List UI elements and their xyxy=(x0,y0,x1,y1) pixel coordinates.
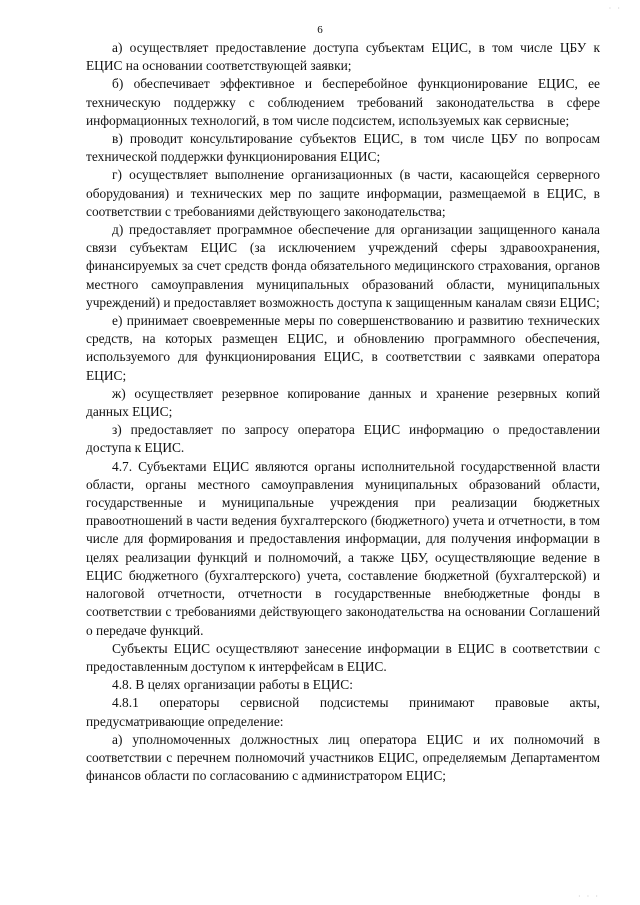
page-number: 6 xyxy=(317,24,323,36)
paragraph-4-8-heading: 4.8. В целях организации работы в ЕЦИС: xyxy=(112,677,353,693)
paragraph-subjects-entry: Субъекты ЕЦИС осуществляют занесение информации в ЕЦИС в соответствии с предоставленным доступом к интерфейсам в ЕЦИС. xyxy=(86,640,600,674)
scan-specks-bottom: · · · xyxy=(578,892,600,901)
scan-specks-top: · · xyxy=(608,4,622,13)
paragraph-d-software: д) предоставляет программное обеспечение для организации защищенного канала связи субъектам ЕЦИС (за исключением учреждений сферы здравоохранения, финансируемых за счет средств фонда обязательного медицинского страхования, органов местного самоуправления муниципальных образований области, муниципальных учреждений) и предоставляет возможность доступа к защищенным каналам связи ЕЦИС; xyxy=(86,222,600,310)
paragraph-4-8-1-operators: 4.8.1 операторы сервисной подсистемы принимают правовые акты, предусматривающие определение: xyxy=(86,695,600,729)
document-body xyxy=(86,39,600,785)
paragraph-e-improvement: е) принимает своевременные меры по совершенствованию и развитию технических средств, на которых размещен ЕЦИС, и обновлению программного обеспечения, используемого для функционирования ЕЦИС, в соответствии с заявками оператора ЕЦИС; xyxy=(86,313,600,383)
paragraph-4-7-subjects: 4.7. Субъектами ЕЦИС являются органы исполнительной государственной власти области, органы местного самоуправления муниципальных образований области, государственные и муниципальные учреждения при реализации бюджетных правоотношений в части ведения бухгалтерского (бюджетного) учета и отчетности, в том числе для формирования и предоставления информации, для получения информации в целях реализации функций и полномочий, а также ЦБУ, осуществляющие ведение в ЕЦИС бюджетного (бухгалтерского) учета, составление бюджетной (бухгалтерской) и налоговой отчетности, отчетности в государственные внебюджетные фонды в соответствии с требованиями действующего законодательства на основании Соглашений о передаче функций. xyxy=(86,458,600,638)
paragraph-a-access: а) осуществляет предоставление доступа субъектам ЕЦИС, в том числе ЦБУ к ЕЦИС на основании соответствующей заявки; xyxy=(86,40,600,74)
paragraph-v-consulting: в) проводит консультирование субъектов ЕЦИС, в том числе ЦБУ по вопросам технической поддержки функционирования ЕЦИС; xyxy=(86,131,600,165)
paragraph-g-protection: г) осуществляет выполнение организационных (в части, касающейся серверного оборудования) и технических мер по защите информации, размещаемой в ЕЦИС, в соответствии с требованиями действующего законодательства; xyxy=(86,167,600,219)
paragraph-z-information: з) предоставляет по запросу оператора ЕЦИС информацию о предоставлении доступа к ЕЦИС. xyxy=(86,422,600,456)
paragraph-zh-backup: ж) осуществляет резервное копирование данных и хранение резервных копий данных ЕЦИС; xyxy=(86,385,600,420)
paragraph-a-officials: а) уполномоченных должностных лиц оператора ЕЦИС и их полномочий в соответствии с перечнем полномочий участников ЕЦИС, определяемым Департаментом финансов области по согласованию с администратором ЕЦИС; xyxy=(86,731,600,784)
paragraph-b-functioning: б) обеспечивает эффективное и бесперебойное функционирование ЕЦИС, ее техническую поддержку с соблюдением требований законодательства в сфере информационных технологий, в том числе подсистем, используемых как сервисные; xyxy=(86,76,600,128)
